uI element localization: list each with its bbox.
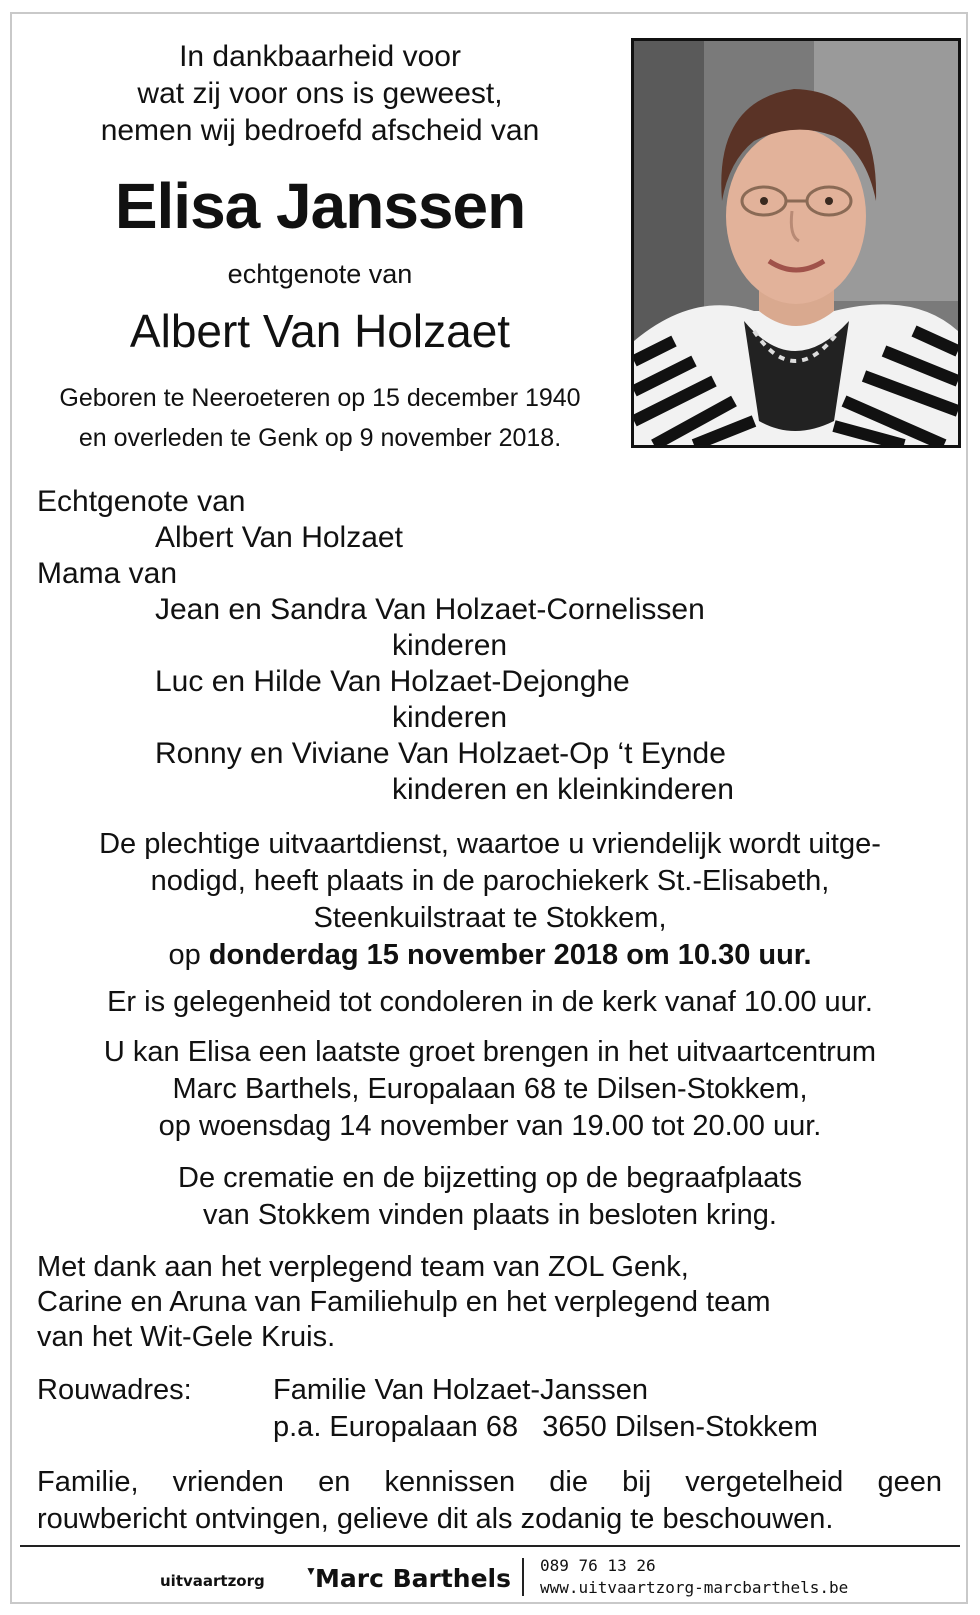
intro-line: In dankbaarheid voor [179, 40, 461, 73]
service-date: donderdag 15 november 2018 om 10.30 uur. [208, 939, 812, 971]
family-line: kinderen [392, 701, 508, 734]
visitation-line: U kan Elisa een laatste groet brengen in het uitvaartcentrum [103, 1036, 877, 1068]
intro-text [35, 38, 605, 149]
family-line: kinderen [392, 629, 508, 662]
family-line: Ronny en Viviane Van Holzaet-Op ‘t Eynde [155, 737, 726, 770]
family-list [37, 484, 897, 808]
closing-line: Familie, vrienden en kennissen die bij vergetelheid geen [37, 1466, 942, 1498]
closing-line: rouwbericht ontvingen, gelieve dit als zodanig te beschouwen. [37, 1503, 834, 1535]
footer-website: www.uitvaartzorg-marcbarthels.be [540, 1578, 849, 1597]
cremation-line: De crematie en de bijzetting op de begraafplaats [178, 1162, 802, 1194]
service-date-line [30, 937, 950, 974]
footer-separator [522, 1558, 524, 1596]
died-line: en overleden te Genk op 9 november 2018. [78, 424, 562, 452]
cremation-info [30, 1160, 950, 1234]
thanks-line: Met dank aan het verplegend team van ZOL Genk, [37, 1251, 689, 1283]
condolence-info: Er is gelegenheid tot condoleren in de kerk vanaf 10.00 uur. [107, 986, 873, 1018]
intro-line: wat zij voor ons is geweest, [137, 77, 503, 110]
family-line: kinderen en kleinkinderen [392, 773, 734, 806]
thanks-line: van het Wit-Gele Kruis. [37, 1321, 336, 1353]
closing-note [37, 1464, 942, 1538]
born-line: Geboren te Neeroeteren op 15 december 1940 [59, 384, 581, 412]
spouse-label: echtgenote van [227, 259, 413, 289]
cremation-line: van Stokkem vinden plaats in besloten kring. [203, 1199, 777, 1231]
address-label: Rouwadres: [37, 1374, 192, 1406]
intro-line: nemen wij bedroefd afscheid van [100, 114, 540, 147]
address-line: p.a. Europalaan 68 3650 Dilsen-Stokkem [273, 1411, 818, 1443]
service-line: De plechtige uitvaartdienst, waartoe u vriendelijk wordt uitge- [99, 828, 881, 860]
thanks-line: Carine en Aruna van Familiehulp en het verplegend team [37, 1286, 771, 1318]
family-line: Jean en Sandra Van Holzaet-Cornelissen [155, 593, 705, 626]
spouse-name: Albert Van Holzaet [129, 305, 511, 357]
deceased-name: Elisa Janssen [114, 170, 526, 242]
visitation-line: Marc Barthels, Europalaan 68 te Dilsen-Stokkem, [172, 1073, 808, 1105]
footer-divider [20, 1545, 960, 1547]
service-line: nodigd, heeft plaats in de parochiekerk St.-Elisabeth, [150, 865, 830, 897]
portrait-photo [631, 38, 961, 448]
visitation-line: op woensdag 14 november van 19.00 tot 20.00 uur. [158, 1110, 822, 1142]
footer-brand: Marc Barthels [315, 1564, 512, 1593]
address-line: Familie Van Holzaet-Janssen [273, 1374, 649, 1406]
portrait-image [634, 41, 958, 445]
funeral-service [30, 826, 950, 974]
family-line: Mama van [37, 557, 178, 590]
service-date-prefix: op [168, 939, 209, 971]
visitation-info [30, 1034, 950, 1145]
funeral-home-footer [20, 1552, 960, 1602]
family-line: Albert Van Holzaet [155, 521, 403, 554]
thanks-text [37, 1250, 937, 1355]
family-line: Luc en Hilde Van Holzaet-Dejonghe [155, 665, 630, 698]
service-line: Steenkuilstraat te Stokkem, [313, 902, 667, 934]
birth-death-dates [35, 378, 605, 458]
logo-triangle-icon: ▼ [305, 1564, 317, 1578]
footer-small-label: uitvaartzorg [160, 1572, 265, 1590]
family-line: Echtgenote van [37, 485, 246, 518]
footer-phone: 089 76 13 26 [540, 1556, 656, 1575]
